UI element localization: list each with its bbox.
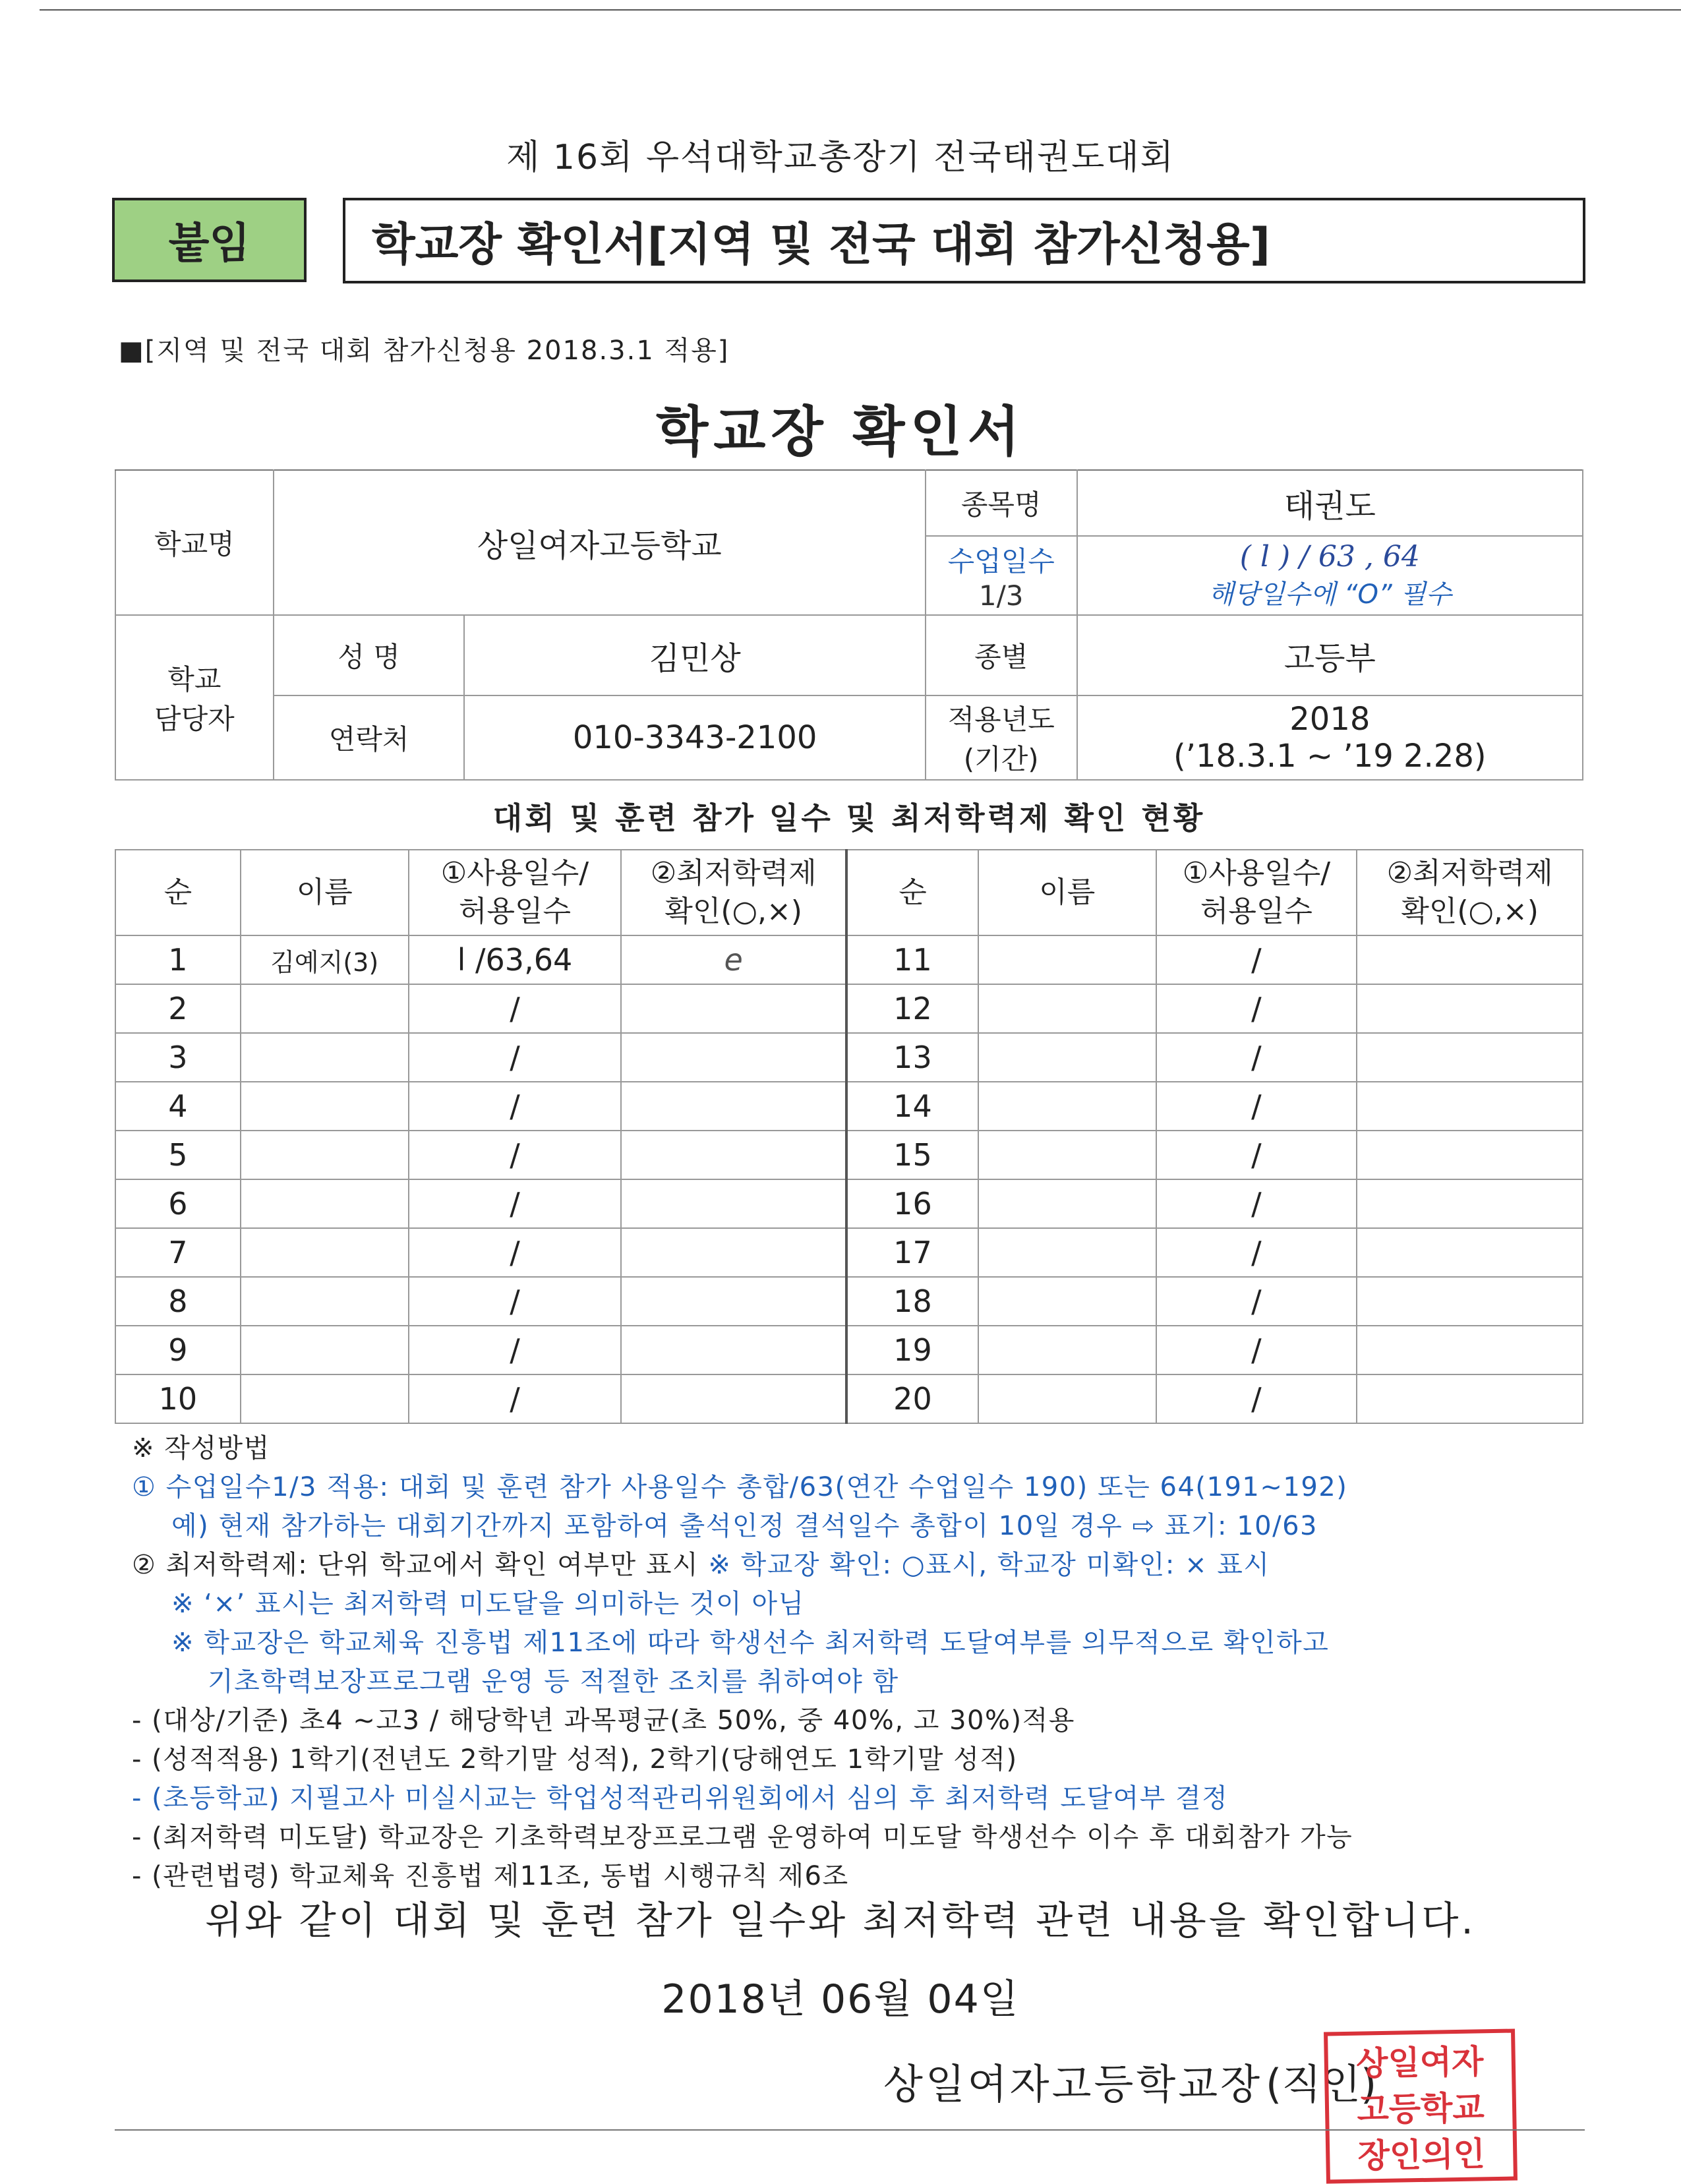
table-header-row — [115, 850, 1583, 935]
row-no-right: 15 — [846, 1131, 978, 1179]
row-days-right: / — [1156, 1228, 1357, 1277]
class-days-note: 해당일수에 “O” 필수 — [1208, 579, 1452, 610]
row-days-right: / — [1156, 984, 1357, 1033]
manager-label-line1: 학교 — [167, 663, 221, 695]
table-row — [115, 1277, 1583, 1326]
header-no: 순 — [115, 850, 241, 935]
contact-label: 연락처 — [274, 695, 465, 780]
instruction-note-2: ※ 학교장은 학교체육 진흥법 제11조에 따라 학생선수 최저학력 도달여부를 의무적으로 확인하고 — [171, 1628, 1330, 1658]
row-check-right — [1357, 1179, 1583, 1228]
instruction-bullet-2: - (성적적용) 1학기(전년도 2학기말 성적), 2학기(당해연도 1학기말 성적) — [132, 1744, 1018, 1775]
row-name-left — [241, 1228, 409, 1277]
row-check-left — [621, 1326, 846, 1374]
row-no-right: 19 — [846, 1326, 978, 1374]
instruction-bullet-3: - (초등학교) 지필고사 미실시교는 학업성적관리위원회에서 심의 후 최저학력 도달여부 결정 — [132, 1783, 1229, 1814]
row-name-right — [978, 1082, 1156, 1131]
row-check-right — [1357, 935, 1583, 984]
instructions — [132, 1429, 1595, 1896]
table-row — [115, 1374, 1583, 1423]
year-cell — [1077, 695, 1583, 780]
row-no-left: 3 — [115, 1033, 241, 1082]
instruction-item-1a: ① 수업일수1/3 적용: 대회 및 훈련 참가 사용일수 총합/63(연간 수업일수 190) 또는 64(191~192) — [132, 1472, 1348, 1502]
row-no-left: 7 — [115, 1228, 241, 1277]
table-row — [115, 1033, 1583, 1082]
header-name: 이름 — [978, 850, 1156, 935]
row-days-right: / — [1156, 1277, 1357, 1326]
table-row — [115, 1228, 1583, 1277]
header-days-line2: 허용일수 — [458, 895, 571, 928]
row-no-right: 13 — [846, 1033, 978, 1082]
name-label: 성 명 — [274, 615, 465, 695]
row-days-left: / — [409, 1131, 622, 1179]
instruction-note-3: 기초학력보장프로그램 운영 등 적절한 조치를 취하여야 함 — [208, 1667, 899, 1697]
row-days-left: l /63,64 — [409, 935, 622, 984]
seal-mark-label: (직인) — [1266, 2060, 1377, 2108]
school-info-table — [115, 469, 1583, 781]
row-name-left: 김예지(3) — [241, 935, 409, 984]
instruction-item-2 — [132, 1546, 1595, 1585]
official-seal-stamp: 상일여자 고등학교 장인의인 — [1324, 2028, 1518, 2183]
header-name: 이름 — [241, 850, 409, 935]
row-check-right — [1357, 1082, 1583, 1131]
row-days-right: / — [1156, 1326, 1357, 1374]
row-check-left — [621, 1277, 846, 1326]
row-no-right: 20 — [846, 1374, 978, 1423]
year-label-line1: 적용년도 — [947, 703, 1055, 736]
instruction-item-1b: 예) 현재 참가하는 대회기간까지 포함하여 출석인정 결석일수 총합이 10일 경우 ⇨ 표기: 10/63 — [171, 1511, 1318, 1541]
instructions-heading: ※ 작성방법 — [132, 1433, 270, 1463]
event-title: 제 16회 우석대학교총장기 전국태권도대회 — [506, 138, 1175, 177]
instruction-item-2b: ※ 학교장 확인: ○표시, 학교장 미확인: × 표시 — [699, 1550, 1270, 1580]
row-no-left: 9 — [115, 1326, 241, 1374]
row-check-left — [621, 1179, 846, 1228]
header-min-score — [621, 850, 846, 935]
table-row — [115, 1179, 1583, 1228]
table-row — [115, 935, 1583, 984]
row-name-left — [241, 1033, 409, 1082]
row-check-left — [621, 984, 846, 1033]
row-check-left — [621, 1228, 846, 1277]
row-name-right — [978, 1326, 1156, 1374]
row-no-right: 14 — [846, 1082, 978, 1131]
row-name-right — [978, 1179, 1156, 1228]
table-row — [115, 1326, 1583, 1374]
row-days-left: / — [409, 984, 622, 1033]
header-min-line1: ②최저학력제 — [650, 856, 817, 890]
row-days-left: / — [409, 1374, 622, 1423]
applies-note: ■[지역 및 전국 대회 참가신청용 2018.3.1 적용] — [119, 336, 730, 366]
row-no-left: 8 — [115, 1277, 241, 1326]
class-days-value: ( l ) / 63 , 64 — [1239, 540, 1420, 574]
row-name-right — [978, 1131, 1156, 1179]
row-name-right — [978, 935, 1156, 984]
instruction-bullet-4: - (최저학력 미도달) 학교장은 기초학력보장프로그램 운영하여 미도달 학생선수 이수 후 대회참가 가능 — [132, 1822, 1353, 1852]
header-days — [409, 850, 622, 935]
row-name-left — [241, 1374, 409, 1423]
row-no-right: 16 — [846, 1179, 978, 1228]
row-days-left: / — [409, 1179, 622, 1228]
row-days-right: / — [1156, 1131, 1357, 1179]
school-name-value: 상일여자고등학교 — [274, 470, 926, 615]
row-no-right: 18 — [846, 1277, 978, 1326]
row-name-left — [241, 984, 409, 1033]
row-name-right — [978, 1033, 1156, 1082]
row-check-left: e — [621, 935, 846, 984]
confirmation-date: 2018년 06월 04일 — [661, 1976, 1020, 2022]
row-check-right — [1357, 1228, 1583, 1277]
row-days-right: / — [1156, 1033, 1357, 1082]
row-name-left — [241, 1131, 409, 1179]
row-name-left — [241, 1326, 409, 1374]
row-no-right: 12 — [846, 984, 978, 1033]
row-name-left — [241, 1179, 409, 1228]
row-no-left: 6 — [115, 1179, 241, 1228]
year-label — [926, 695, 1077, 780]
class-days-cell — [1077, 536, 1583, 615]
row-days-right: / — [1156, 1374, 1357, 1423]
row-check-right — [1357, 1374, 1583, 1423]
confirmation-text: 위와 같이 대회 및 훈련 참가 일수와 최저학력 관련 내용을 확인합니다. — [205, 1898, 1476, 1943]
row-no-right: 11 — [846, 935, 978, 984]
row-check-right — [1357, 1326, 1583, 1374]
division-label: 종별 — [926, 615, 1077, 695]
row-no-left: 4 — [115, 1082, 241, 1131]
header-days-line1: ①사용일수/ — [440, 856, 589, 890]
row-name-right — [978, 1228, 1156, 1277]
period-value: (’18.3.1 ~ ’19 2.28) — [1173, 738, 1487, 775]
sport-label: 종목명 — [926, 470, 1077, 536]
table-row — [115, 1131, 1583, 1179]
row-days-left: / — [409, 1326, 622, 1374]
row-days-left: / — [409, 1228, 622, 1277]
row-days-left: / — [409, 1033, 622, 1082]
status-section-title: 대회 및 훈련 참가 일수 및 최저학력제 확인 현황 — [492, 800, 1206, 836]
contact-value: 010-3343-2100 — [464, 695, 925, 780]
class-days-label — [926, 536, 1077, 615]
header-min-line1: ②최저학력제 — [1386, 856, 1553, 890]
row-no-left: 10 — [115, 1374, 241, 1423]
row-check-left — [621, 1374, 846, 1423]
name-value: 김민상 — [464, 615, 925, 695]
row-days-right: / — [1156, 935, 1357, 984]
document-header-title: 학교장 확인서[지역 및 전국 대회 참가신청용] — [343, 198, 1585, 283]
table-row — [115, 1082, 1583, 1131]
header-days — [1156, 850, 1357, 935]
header-min-score — [1357, 850, 1583, 935]
manager-label — [115, 615, 274, 780]
sport-value: 태권도 — [1077, 470, 1583, 536]
row-check-left — [621, 1082, 846, 1131]
table-row — [115, 984, 1583, 1033]
row-name-right — [978, 1374, 1156, 1423]
row-check-left — [621, 1033, 846, 1082]
row-name-left — [241, 1277, 409, 1326]
manager-label-line2: 담당자 — [154, 703, 235, 735]
bottom-divider — [115, 2129, 1585, 2131]
class-days-fraction: 1/3 — [978, 579, 1024, 612]
row-no-left: 2 — [115, 984, 241, 1033]
header-min-line2: 확인(○,×) — [1401, 895, 1539, 928]
header-days-line2: 허용일수 — [1200, 895, 1312, 928]
header-min-line2: 확인(○,×) — [664, 895, 802, 928]
row-no-right: 17 — [846, 1228, 978, 1277]
year-value: 2018 — [1289, 701, 1371, 738]
row-days-left: / — [409, 1277, 622, 1326]
row-name-right — [978, 1277, 1156, 1326]
school-name-label: 학교명 — [115, 470, 274, 615]
row-check-left — [621, 1131, 846, 1179]
instruction-item-2a: ② 최저학력제: 단위 학교에서 확인 여부만 표시 — [132, 1550, 699, 1580]
instruction-bullet-5: - (관련법령) 학교체육 진흥법 제11조, 동법 시행규칙 제6조 — [132, 1861, 849, 1891]
row-no-left: 5 — [115, 1131, 241, 1179]
attachment-label: 붙임 — [112, 198, 307, 282]
row-no-left: 1 — [115, 935, 241, 984]
row-name-left — [241, 1082, 409, 1131]
header-no: 순 — [846, 850, 978, 935]
row-check-right — [1357, 1277, 1583, 1326]
row-name-right — [978, 984, 1156, 1033]
row-days-right: / — [1156, 1179, 1357, 1228]
row-check-right — [1357, 1131, 1583, 1179]
form-title: 학교장 확인서 — [656, 401, 1025, 463]
division-value: 고등부 — [1077, 615, 1583, 695]
header-days-line1: ①사용일수/ — [1182, 856, 1331, 890]
instruction-note-1: ※ ‘×’ 표시는 최저학력 미도달을 의미하는 것이 아님 — [171, 1589, 805, 1619]
instruction-bullet-1: - (대상/기준) 초4 ~고3 / 해당학년 과목평균(초 50%, 중 40%, 고 30%)적용 — [132, 1705, 1075, 1736]
row-check-right — [1357, 984, 1583, 1033]
class-days-label-text: 수업일수 — [947, 545, 1055, 577]
top-divider — [40, 9, 1681, 11]
row-check-right — [1357, 1033, 1583, 1082]
row-days-left: / — [409, 1082, 622, 1131]
year-label-line2: (기간) — [963, 743, 1039, 775]
principal-name: 상일여자고등학교장 — [883, 2060, 1263, 2108]
row-days-right: / — [1156, 1082, 1357, 1131]
participant-table — [115, 849, 1583, 1424]
